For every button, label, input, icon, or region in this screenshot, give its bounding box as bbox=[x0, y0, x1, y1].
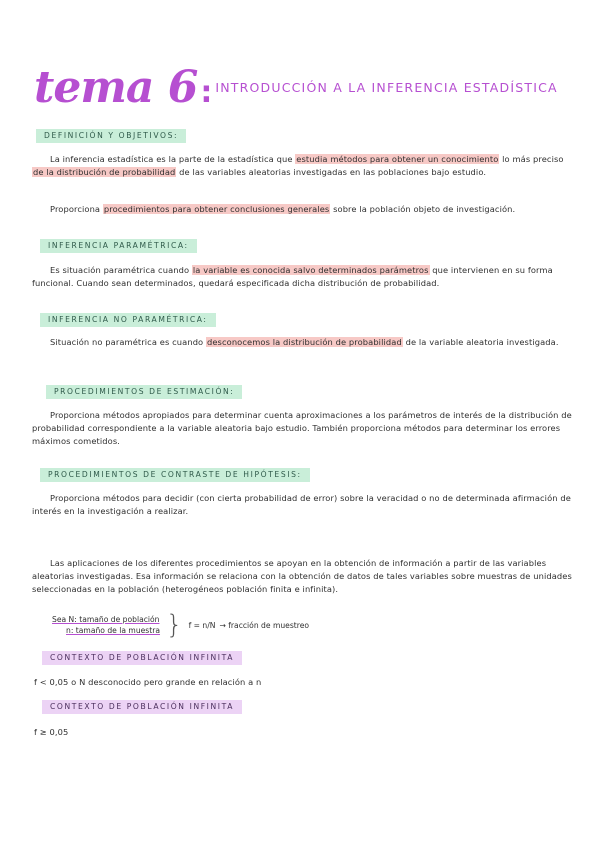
poblacion-1-paragraph bbox=[34, 676, 579, 689]
definicion-p2-b: sobre la población objeto de investigación. bbox=[333, 204, 516, 214]
definicion-highlight-2: de la distribución de probabilidad bbox=[33, 167, 176, 177]
contraste-text: Proporciona métodos para decidir (con cierta probabilidad de error) sobre la veracidad o no de determinada afirmación de interés en la investigación a realizar. bbox=[32, 493, 571, 516]
no-parametrica-paragraph bbox=[32, 336, 577, 349]
estimacion-text: Proporciona métodos apropiados para determinar cuenta aproximaciones a los parámetros de interés de la distribución de probabilidad correspondiente a la variable aleatoria bajo estudio. También proporciona métodos para determinar los errores máximos cometidos. bbox=[32, 410, 572, 446]
definicion-highlight-1: estudia métodos para obtener un conocimiento bbox=[296, 154, 499, 164]
parametrica-text-b: que intervienen en su forma funcional. Cuando sean determinados, quedará especificada dicha distribución de probabilidad. bbox=[32, 265, 553, 288]
sampling-fraction-formula bbox=[52, 610, 310, 640]
title-subtitle: INTRODUCCIÓN A LA INFERENCIA ESTADÍSTICA bbox=[215, 80, 558, 95]
heading-parametrica: INFERENCIA PARAMÉTRICA: bbox=[40, 239, 197, 253]
definicion-text-c: de las variables aleatorias investigadas en las poblaciones bajo estudio. bbox=[179, 167, 487, 177]
definicion-paragraph-2 bbox=[32, 203, 577, 216]
definicion-text-a: La inferencia estadística es la parte de la estadística que bbox=[50, 154, 293, 164]
heading-estimacion: PROCEDIMIENTOS DE ESTIMACIÓN: bbox=[46, 385, 242, 399]
estimacion-paragraph bbox=[32, 409, 577, 448]
aplicaciones-text: Las aplicaciones de los diferentes procedimientos se apoyan en la obtención de información a partir de las variables aleatorias investigadas. Esa información se relaciona con la obtención de datos de tales variables sobre muestras de unidades seleccionadas en la población (heterogéneos población finita e infinita). bbox=[32, 558, 572, 594]
definicion-text-b: lo más preciso bbox=[502, 154, 564, 164]
formula-line-sample: n: tamaño de la muestra bbox=[66, 626, 161, 635]
aplicaciones-paragraph bbox=[32, 557, 577, 596]
no-parametrica-text-a: Situación no paramétrica es cuando bbox=[50, 337, 204, 347]
no-parametrica-text-b: de la variable aleatoria investigada. bbox=[405, 337, 559, 347]
title-colon: : bbox=[200, 75, 213, 110]
heading-poblacion-1: CONTEXTO DE POBLACIÓN INFINITA bbox=[42, 651, 242, 665]
poblacion-2-text: f ≥ 0,05 bbox=[34, 727, 69, 737]
formula-note: → fracción de muestreo bbox=[219, 620, 310, 630]
contraste-paragraph bbox=[32, 492, 577, 518]
parametrica-paragraph bbox=[32, 264, 577, 290]
formula-line-population: Sea N: tamaño de población bbox=[52, 615, 160, 624]
parametrica-text-a: Es situación paramétrica cuando bbox=[50, 265, 190, 275]
no-parametrica-highlight: desconocemos la distribución de probabilidad bbox=[206, 337, 402, 347]
heading-poblacion-2: CONTEXTO DE POBLACIÓN INFINITA bbox=[42, 700, 242, 714]
formula-definitions bbox=[52, 614, 160, 636]
definicion-paragraph-1 bbox=[32, 153, 577, 179]
definicion-p2-a: Proporciona bbox=[50, 204, 101, 214]
parametrica-highlight: la variable es conocida salvo determinados parámetros bbox=[192, 265, 429, 275]
heading-definicion: DEFINICIÓN Y OBJETIVOS: bbox=[36, 129, 186, 143]
definicion-p2-highlight: procedimientos para obtener conclusiones generales bbox=[103, 204, 330, 214]
page-title bbox=[34, 62, 558, 113]
poblacion-2-paragraph bbox=[34, 726, 579, 739]
title-main: tema 6 bbox=[34, 62, 198, 113]
poblacion-1-text: f < 0,05 o N desconocido pero grande en relación a n bbox=[34, 677, 262, 687]
heading-no-parametrica: INFERENCIA NO PARAMÉTRICA: bbox=[40, 313, 216, 327]
brace-glyph: } bbox=[166, 610, 183, 640]
heading-contraste: PROCEDIMIENTOS DE CONTRASTE DE HIPÓTESIS: bbox=[40, 468, 310, 482]
formula-expression: f = n/N bbox=[188, 620, 216, 630]
